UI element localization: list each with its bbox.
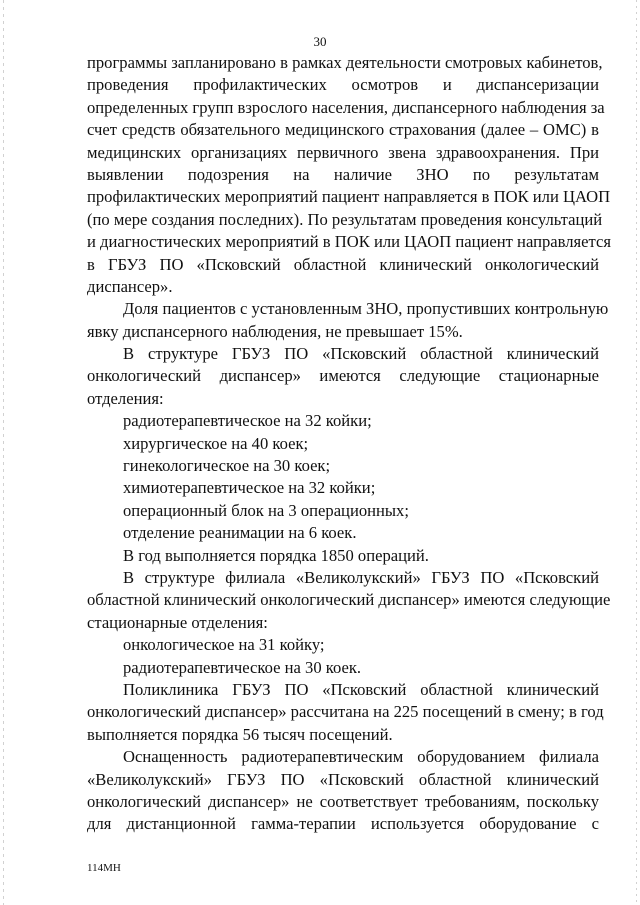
paragraph [87, 746, 599, 836]
text-line: выявлении подозрения на наличие ЗНО по результатам [87, 164, 599, 184]
list-item: онкологическое на 31 койку; [123, 635, 325, 655]
text-line: явку диспансерного наблюдения, не превышает 15%. [87, 321, 463, 341]
text-line: в ГБУЗ ПО «Псковский областной клинический онкологический [87, 254, 599, 274]
scan-edge-right [636, 0, 637, 905]
text-line: медицинских организациях первичного звена здравоохранения. При [87, 142, 599, 162]
text-line: выполняется порядка 56 тысяч посещений. [87, 724, 393, 744]
scan-edge-left [3, 0, 4, 905]
list-item: химиотерапевтическое на 32 койки; [123, 478, 376, 498]
document-body [87, 52, 611, 836]
text-line: (по мере создания последних). По результатам проведения консультаций [87, 209, 603, 229]
list-item: радиотерапевтическое на 30 коек. [123, 657, 362, 677]
paragraph [87, 679, 604, 746]
text-line: онкологический диспансер» не соответствует требованиям, поскольку [87, 791, 599, 811]
text-line: программы запланировано в рамках деятельности смотровых кабинетов, [87, 53, 603, 72]
text-line: областной клинический онкологический диспансер» имеются следующие [87, 590, 611, 610]
text-line: онкологический диспансер» рассчитана на 225 посещений в смену; в год [87, 702, 604, 722]
paragraph [87, 298, 609, 343]
list-item: хирургическое на 40 коек; [123, 433, 309, 453]
page-number: 30 [313, 34, 327, 49]
text-line: определенных групп взрослого населения, диспансерного наблюдения за [87, 97, 605, 117]
text-line: проведения профилактических осмотров и диспансеризации [87, 75, 599, 95]
list-item: отделение реанимации на 6 коек. [123, 523, 357, 543]
text-line: диспансер». [87, 276, 173, 296]
text-line: «Великолукский» ГБУЗ ПО «Псковский областной клинический [87, 769, 599, 789]
text-line: В структуре ГБУЗ ПО «Псковский областной клинический [123, 344, 599, 364]
text-line: и диагностических мероприятий в ПОК или ЦАОП пациент направляется [87, 232, 611, 252]
list-item: В год выполняется порядка 1850 операций. [123, 545, 429, 565]
text-line: стационарные отделения: [87, 612, 268, 632]
text-line: В структуре филиала «Великолукский» ГБУЗ ПО «Псковский [123, 567, 599, 587]
paragraph [87, 343, 599, 410]
department-list [87, 410, 599, 567]
paragraph [87, 567, 611, 634]
text-line: профилактических мероприятий пациент направляется в ПОК или ЦАОП [87, 187, 611, 207]
text-line: Оснащенность радиотерапевтическим оборудованием филиала [123, 747, 599, 767]
branch-department-list [87, 634, 599, 679]
text-line: Поликлиника ГБУЗ ПО «Псковский областной клинический [123, 679, 599, 699]
text-line: Доля пациентов с установленным ЗНО, пропустивших контрольную [123, 299, 609, 319]
list-item: операционный блок на 3 операционных; [123, 500, 409, 520]
list-item: радиотерапевтическое на 32 койки; [123, 411, 372, 431]
list-item: гинекологическое на 30 коек; [123, 456, 331, 476]
text-line: счет средств обязательного медицинского страхования (далее – ОМС) в [87, 120, 599, 140]
document-code: 114МН [87, 862, 121, 874]
paragraph [87, 52, 611, 298]
text-line: для дистанционной гамма-терапии используется оборудование с [87, 814, 599, 834]
text-line: онкологический диспансер» имеются следующие стационарные [87, 366, 599, 386]
text-line: отделения: [87, 388, 164, 408]
